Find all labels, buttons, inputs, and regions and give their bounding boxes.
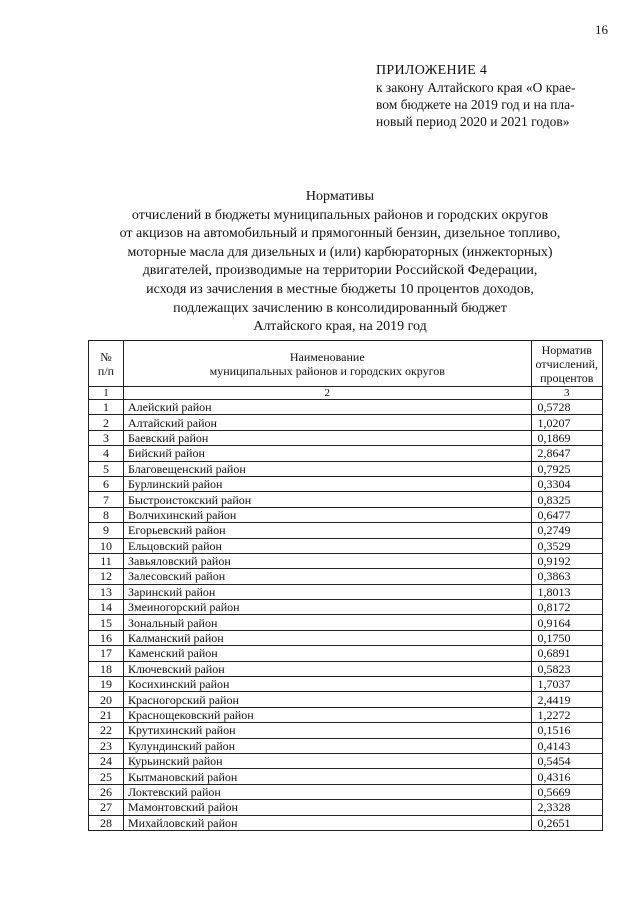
table-row (89, 523, 603, 538)
district-name: Быстроистокский район (124, 492, 532, 507)
table-row (89, 630, 603, 645)
table-row (89, 769, 603, 784)
row-number: 27 (89, 800, 124, 815)
row-number: 13 (89, 584, 124, 599)
norm-value: 1,7037 (531, 677, 602, 692)
table-row (89, 569, 603, 584)
column-number: 1 (89, 387, 124, 400)
norm-value: 0,5728 (531, 400, 602, 415)
row-number: 6 (89, 476, 124, 491)
norm-value: 0,5823 (531, 661, 602, 676)
header-norm (531, 341, 602, 387)
norm-value: 0,8172 (531, 600, 602, 615)
appendix-line: к закону Алтайского края «О крае- (376, 80, 576, 95)
row-number: 5 (89, 461, 124, 476)
norm-value: 0,1516 (531, 723, 602, 738)
row-number: 1 (89, 400, 124, 415)
norm-value: 0,2651 (531, 815, 602, 830)
norm-value: 0,4143 (531, 738, 602, 753)
row-number: 3 (89, 430, 124, 445)
district-name: Бурлинский район (124, 476, 532, 491)
table-row (89, 707, 603, 722)
district-name: Локтевский район (124, 784, 532, 799)
header-text: муниципальных районов и городских округов (209, 363, 445, 378)
district-name: Волчихинский район (124, 507, 532, 522)
row-number: 11 (89, 553, 124, 568)
norms-table (88, 340, 603, 831)
row-number: 16 (89, 630, 124, 645)
appendix-block (376, 62, 626, 130)
district-name: Ельцовский район (124, 538, 532, 553)
appendix-line: вом бюджете на 2019 год и на пла- (376, 97, 575, 112)
heading-line: Нормативы (305, 189, 375, 204)
norm-value: 2,4419 (531, 692, 602, 707)
header-text: Норматив (541, 342, 592, 357)
heading-line: Алтайского края, на 2019 год (253, 319, 427, 335)
district-name: Баевский район (124, 430, 532, 445)
row-number: 9 (89, 523, 124, 538)
column-number: 3 (531, 387, 602, 400)
table-row (89, 753, 603, 768)
table-row (89, 446, 603, 461)
table-row (89, 415, 603, 430)
district-name: Алтайский район (124, 415, 532, 430)
district-name: Кулундинский район (124, 738, 532, 753)
heading-line: отчислений в бюджеты муниципальных районов и городских округов (131, 207, 549, 223)
appendix-title: ПРИЛОЖЕНИЕ 4 (376, 63, 488, 78)
norm-value: 0,3304 (531, 476, 602, 491)
district-name: Завьяловский район (124, 553, 532, 568)
row-number: 14 (89, 600, 124, 615)
row-number: 25 (89, 769, 124, 784)
header-text: отчислений, (535, 356, 598, 371)
district-name: Залесовский район (124, 569, 532, 584)
district-name: Красногорский район (124, 692, 532, 707)
heading-line: двигателей, производимые на территории Российской Федерации, (142, 263, 538, 279)
table-row (89, 476, 603, 491)
norm-value: 0,3863 (531, 569, 602, 584)
heading-line: моторные масла для дизельных и (или) карбюраторных (инжекторных) (127, 244, 553, 260)
table-row (89, 507, 603, 522)
header-name (124, 341, 532, 387)
row-number: 8 (89, 507, 124, 522)
district-name: Благовещенский район (124, 461, 532, 476)
row-number: 18 (89, 661, 124, 676)
norm-value: 0,5669 (531, 784, 602, 799)
row-number: 19 (89, 677, 124, 692)
norm-value: 0,8325 (531, 492, 602, 507)
district-name: Заринский район (124, 584, 532, 599)
table-row (89, 677, 603, 692)
norm-value: 1,0207 (531, 415, 602, 430)
heading-line: подлежащих зачислению в консолидированный бюджет (173, 300, 507, 316)
row-number: 21 (89, 707, 124, 722)
row-number: 10 (89, 538, 124, 553)
row-number: 12 (89, 569, 124, 584)
norm-value: 2,8647 (531, 446, 602, 461)
table-row (89, 723, 603, 738)
table-row (89, 784, 603, 799)
row-number: 28 (89, 815, 124, 830)
district-name: Крутихинский район (124, 723, 532, 738)
table-row (89, 646, 603, 661)
heading-line: исходя из зачисления в местные бюджеты 10 процентов доходов, (146, 281, 534, 297)
table-row (89, 492, 603, 507)
table-row (89, 800, 603, 815)
column-number: 2 (124, 387, 532, 400)
district-name: Ключевский район (124, 661, 532, 676)
table-row (89, 461, 603, 476)
district-name: Калманский район (124, 630, 532, 645)
norm-value: 2,3328 (531, 800, 602, 815)
row-number: 26 (89, 784, 124, 799)
row-number: 23 (89, 738, 124, 753)
district-name: Косихинский район (124, 677, 532, 692)
page-number: 16 (595, 22, 608, 37)
table-row (89, 538, 603, 553)
norm-value: 0,1750 (531, 630, 602, 645)
district-name: Егорьевский район (124, 523, 532, 538)
norm-value: 0,7925 (531, 461, 602, 476)
row-number: 4 (89, 446, 124, 461)
norm-value: 1,2272 (531, 707, 602, 722)
norm-value: 0,9192 (531, 553, 602, 568)
header-number (89, 341, 124, 387)
district-name: Кытмановский район (124, 769, 532, 784)
district-name: Михайловский район (124, 815, 532, 830)
row-number: 24 (89, 753, 124, 768)
district-name: Краснощековский район (124, 707, 532, 722)
table-row (89, 430, 603, 445)
header-text: процентов (540, 370, 594, 385)
norm-value: 0,5454 (531, 753, 602, 768)
district-name: Алейский район (124, 400, 532, 415)
table-header-row (89, 341, 603, 387)
table-row (89, 584, 603, 599)
row-number: 22 (89, 723, 124, 738)
row-number: 7 (89, 492, 124, 507)
norm-value: 0,6891 (531, 646, 602, 661)
header-text: Наименование (289, 349, 365, 364)
district-name: Курьинский район (124, 753, 532, 768)
norm-value: 0,4316 (531, 769, 602, 784)
header-text: № (100, 349, 112, 364)
district-name: Мамонтовский район (124, 800, 532, 815)
norm-value: 0,6477 (531, 507, 602, 522)
district-name: Бийский район (124, 446, 532, 461)
district-name: Змеиногорский район (124, 600, 532, 615)
table-row (89, 615, 603, 630)
heading-line: от акцизов на автомобильный и прямогонный бензин, дизельное топливо, (119, 226, 561, 242)
table-row (89, 738, 603, 753)
header-text: п/п (97, 363, 115, 378)
table-row (89, 400, 603, 415)
norm-value: 1,8013 (531, 584, 602, 599)
norm-value: 0,1869 (531, 430, 602, 445)
table-row (89, 661, 603, 676)
norm-value: 0,2749 (531, 523, 602, 538)
row-number: 2 (89, 415, 124, 430)
district-name: Зональный район (124, 615, 532, 630)
table-row (89, 692, 603, 707)
table-body (89, 400, 603, 831)
table-row (89, 553, 603, 568)
appendix-line: новый период 2020 и 2021 годов» (376, 114, 570, 129)
table-row (89, 815, 603, 830)
norm-value: 0,9164 (531, 615, 602, 630)
norm-value: 0,3529 (531, 538, 602, 553)
column-number-row (89, 387, 603, 400)
row-number: 15 (89, 615, 124, 630)
district-name: Каменский район (124, 646, 532, 661)
row-number: 17 (89, 646, 124, 661)
row-number: 20 (89, 692, 124, 707)
document-heading (40, 188, 640, 337)
table-row (89, 600, 603, 615)
